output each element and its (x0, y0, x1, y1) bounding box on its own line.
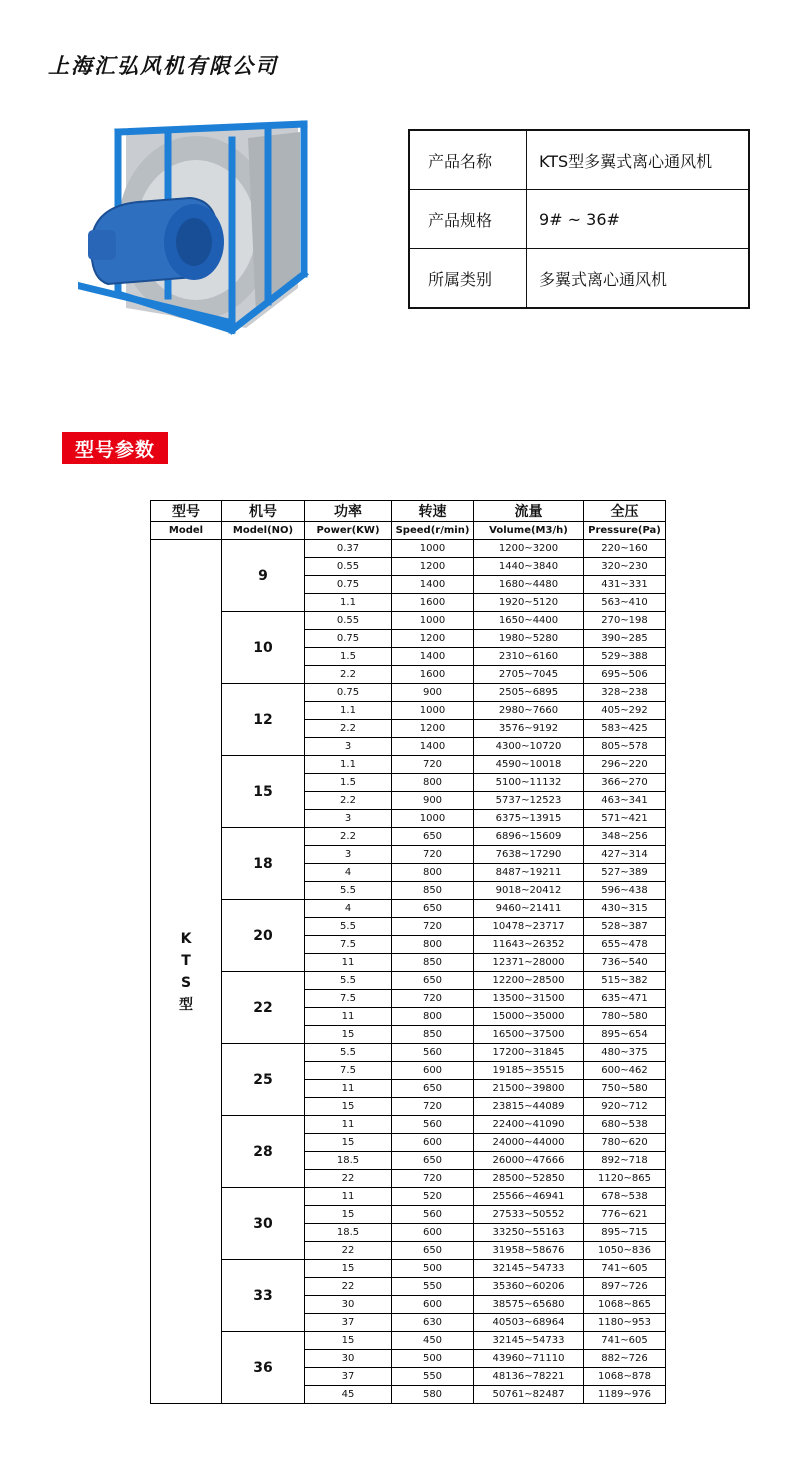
power-cell: 15 (305, 1098, 392, 1116)
power-cell: 3 (305, 810, 392, 828)
header-no-en: Model(NO) (222, 522, 305, 540)
power-cell: 18.5 (305, 1152, 392, 1170)
pressure-cell: 220~160 (584, 540, 666, 558)
pressure-cell: 741~605 (584, 1332, 666, 1350)
volume-cell: 11643~26352 (474, 936, 584, 954)
pressure-cell: 390~285 (584, 630, 666, 648)
pressure-cell: 463~341 (584, 792, 666, 810)
power-cell: 4 (305, 864, 392, 882)
power-cell: 2.2 (305, 792, 392, 810)
volume-cell: 15000~35000 (474, 1008, 584, 1026)
pressure-cell: 431~331 (584, 576, 666, 594)
pressure-cell: 527~389 (584, 864, 666, 882)
speed-cell: 600 (392, 1062, 474, 1080)
power-cell: 0.75 (305, 630, 392, 648)
machine-no-cell: 9 (222, 540, 305, 612)
power-cell: 15 (305, 1260, 392, 1278)
table-row (151, 972, 666, 990)
volume-cell: 4300~10720 (474, 738, 584, 756)
machine-no-cell: 28 (222, 1116, 305, 1188)
pressure-cell: 680~538 (584, 1116, 666, 1134)
speed-cell: 1400 (392, 648, 474, 666)
speed-cell: 600 (392, 1224, 474, 1242)
volume-cell: 1440~3840 (474, 558, 584, 576)
power-cell: 3 (305, 738, 392, 756)
pressure-cell: 1120~865 (584, 1170, 666, 1188)
speed-cell: 800 (392, 864, 474, 882)
header-speed-cn: 转速 (392, 501, 474, 522)
model-char: K (180, 930, 192, 947)
table-row (151, 1116, 666, 1134)
speed-cell: 1000 (392, 612, 474, 630)
volume-cell: 2310~6160 (474, 648, 584, 666)
header-volume-cn: 流量 (474, 501, 584, 522)
product-info-row (409, 249, 749, 309)
pressure-cell: 635~471 (584, 990, 666, 1008)
pressure-cell: 405~292 (584, 702, 666, 720)
machine-no-cell: 25 (222, 1044, 305, 1116)
volume-cell: 32145~54733 (474, 1260, 584, 1278)
pressure-cell: 695~506 (584, 666, 666, 684)
pressure-cell: 678~538 (584, 1188, 666, 1206)
speed-cell: 600 (392, 1134, 474, 1152)
header-row-cn (151, 501, 666, 522)
table-row (151, 900, 666, 918)
speed-cell: 550 (392, 1368, 474, 1386)
power-cell: 5.5 (305, 918, 392, 936)
volume-cell: 48136~78221 (474, 1368, 584, 1386)
power-cell: 2.2 (305, 720, 392, 738)
volume-cell: 10478~23717 (474, 918, 584, 936)
pressure-cell: 892~718 (584, 1152, 666, 1170)
power-cell: 1.1 (305, 594, 392, 612)
model-cell (151, 540, 222, 1404)
model-char: 型 (179, 996, 193, 1013)
pressure-cell: 655~478 (584, 936, 666, 954)
pressure-cell: 515~382 (584, 972, 666, 990)
spec-table-body (151, 540, 666, 1404)
pressure-cell: 320~230 (584, 558, 666, 576)
power-cell: 4 (305, 900, 392, 918)
power-cell: 15 (305, 1206, 392, 1224)
volume-cell: 12200~28500 (474, 972, 584, 990)
power-cell: 0.37 (305, 540, 392, 558)
power-cell: 5.5 (305, 882, 392, 900)
speed-cell: 560 (392, 1206, 474, 1224)
header-speed-en: Speed(r/min) (392, 522, 474, 540)
speed-cell: 720 (392, 918, 474, 936)
power-cell: 15 (305, 1026, 392, 1044)
pressure-cell: 780~620 (584, 1134, 666, 1152)
power-cell: 7.5 (305, 936, 392, 954)
pressure-cell: 1068~865 (584, 1296, 666, 1314)
speed-cell: 1000 (392, 810, 474, 828)
pressure-cell: 1180~953 (584, 1314, 666, 1332)
machine-no-cell: 15 (222, 756, 305, 828)
pressure-cell: 1189~976 (584, 1386, 666, 1404)
speed-cell: 650 (392, 972, 474, 990)
volume-cell: 2505~6895 (474, 684, 584, 702)
volume-cell: 50761~82487 (474, 1386, 584, 1404)
volume-cell: 33250~55163 (474, 1224, 584, 1242)
pressure-cell: 741~605 (584, 1260, 666, 1278)
pressure-cell: 427~314 (584, 846, 666, 864)
volume-cell: 27533~50552 (474, 1206, 584, 1224)
speed-cell: 800 (392, 774, 474, 792)
volume-cell: 23815~44089 (474, 1098, 584, 1116)
pressure-cell: 750~580 (584, 1080, 666, 1098)
power-cell: 0.75 (305, 684, 392, 702)
pressure-cell: 776~621 (584, 1206, 666, 1224)
header-pressure-cn: 全压 (584, 501, 666, 522)
header-model-en: Model (151, 522, 222, 540)
volume-cell: 5100~11132 (474, 774, 584, 792)
power-cell: 3 (305, 846, 392, 864)
machine-no-cell: 22 (222, 972, 305, 1044)
power-cell: 2.2 (305, 828, 392, 846)
power-cell: 18.5 (305, 1224, 392, 1242)
power-cell: 0.75 (305, 576, 392, 594)
power-cell: 45 (305, 1386, 392, 1404)
volume-cell: 9460~21411 (474, 900, 584, 918)
section-title: 型号参数 (62, 432, 168, 464)
volume-cell: 13500~31500 (474, 990, 584, 1008)
model-char: T (181, 952, 191, 969)
power-cell: 15 (305, 1332, 392, 1350)
speed-cell: 900 (392, 792, 474, 810)
speed-cell: 1200 (392, 558, 474, 576)
pressure-cell: 348~256 (584, 828, 666, 846)
speed-cell: 1200 (392, 720, 474, 738)
power-cell: 0.55 (305, 612, 392, 630)
volume-cell: 5737~12523 (474, 792, 584, 810)
pressure-cell: 571~421 (584, 810, 666, 828)
speed-cell: 720 (392, 846, 474, 864)
machine-no-cell: 30 (222, 1188, 305, 1260)
pressure-cell: 736~540 (584, 954, 666, 972)
product-info-key: 产品名称 (409, 130, 527, 190)
product-info-row (409, 130, 749, 190)
volume-cell: 2980~7660 (474, 702, 584, 720)
speed-cell: 1000 (392, 702, 474, 720)
volume-cell: 24000~44000 (474, 1134, 584, 1152)
speed-cell: 720 (392, 1098, 474, 1116)
power-cell: 1.5 (305, 648, 392, 666)
speed-cell: 560 (392, 1116, 474, 1134)
speed-cell: 1200 (392, 630, 474, 648)
volume-cell: 7638~17290 (474, 846, 584, 864)
volume-cell: 1680~4480 (474, 576, 584, 594)
volume-cell: 3576~9192 (474, 720, 584, 738)
product-info-table (408, 129, 750, 309)
volume-cell: 31958~58676 (474, 1242, 584, 1260)
power-cell: 5.5 (305, 1044, 392, 1062)
fan-product-image (78, 118, 320, 344)
volume-cell: 22400~41090 (474, 1116, 584, 1134)
power-cell: 37 (305, 1368, 392, 1386)
machine-no-cell: 33 (222, 1260, 305, 1332)
pressure-cell: 328~238 (584, 684, 666, 702)
machine-no-cell: 20 (222, 900, 305, 972)
speed-cell: 580 (392, 1386, 474, 1404)
company-name: 上海汇弘风机有限公司 (48, 53, 278, 78)
pressure-cell: 805~578 (584, 738, 666, 756)
table-row (151, 612, 666, 630)
product-info-value: 9# ~ 36# (527, 190, 750, 249)
power-cell: 11 (305, 1080, 392, 1098)
pressure-cell: 430~315 (584, 900, 666, 918)
pressure-cell: 563~410 (584, 594, 666, 612)
volume-cell: 17200~31845 (474, 1044, 584, 1062)
pressure-cell: 528~387 (584, 918, 666, 936)
speed-cell: 560 (392, 1044, 474, 1062)
speed-cell: 720 (392, 990, 474, 1008)
speed-cell: 850 (392, 1026, 474, 1044)
spec-table (150, 500, 666, 1404)
pressure-cell: 296~220 (584, 756, 666, 774)
pressure-cell: 583~425 (584, 720, 666, 738)
power-cell: 11 (305, 1188, 392, 1206)
speed-cell: 850 (392, 954, 474, 972)
volume-cell: 2705~7045 (474, 666, 584, 684)
product-info-key: 产品规格 (409, 190, 527, 249)
volume-cell: 1200~3200 (474, 540, 584, 558)
speed-cell: 450 (392, 1332, 474, 1350)
speed-cell: 500 (392, 1350, 474, 1368)
volume-cell: 1980~5280 (474, 630, 584, 648)
power-cell: 1.1 (305, 756, 392, 774)
speed-cell: 650 (392, 900, 474, 918)
table-row (151, 1260, 666, 1278)
header-pressure-en: Pressure(Pa) (584, 522, 666, 540)
speed-cell: 800 (392, 1008, 474, 1026)
speed-cell: 1400 (392, 738, 474, 756)
speed-cell: 1000 (392, 540, 474, 558)
power-cell: 22 (305, 1170, 392, 1188)
speed-cell: 1600 (392, 666, 474, 684)
speed-cell: 1400 (392, 576, 474, 594)
product-info-key: 所属类别 (409, 249, 527, 309)
model-char: S (180, 974, 192, 991)
table-row (151, 1188, 666, 1206)
machine-no-cell: 36 (222, 1332, 305, 1404)
speed-cell: 650 (392, 1152, 474, 1170)
table-row (151, 1044, 666, 1062)
pressure-cell: 600~462 (584, 1062, 666, 1080)
power-cell: 2.2 (305, 666, 392, 684)
speed-cell: 720 (392, 1170, 474, 1188)
volume-cell: 8487~19211 (474, 864, 584, 882)
volume-cell: 6375~13915 (474, 810, 584, 828)
volume-cell: 4590~10018 (474, 756, 584, 774)
header-volume-en: Volume(M3/h) (474, 522, 584, 540)
power-cell: 0.55 (305, 558, 392, 576)
pressure-cell: 480~375 (584, 1044, 666, 1062)
pressure-cell: 1068~878 (584, 1368, 666, 1386)
pressure-cell: 366~270 (584, 774, 666, 792)
speed-cell: 650 (392, 828, 474, 846)
power-cell: 7.5 (305, 1062, 392, 1080)
pressure-cell: 1050~836 (584, 1242, 666, 1260)
pressure-cell: 882~726 (584, 1350, 666, 1368)
table-row (151, 828, 666, 846)
speed-cell: 900 (392, 684, 474, 702)
pressure-cell: 270~198 (584, 612, 666, 630)
power-cell: 22 (305, 1242, 392, 1260)
product-info-value: KTS型多翼式离心通风机 (527, 130, 750, 190)
power-cell: 22 (305, 1278, 392, 1296)
product-info-row (409, 190, 749, 249)
pressure-cell: 596~438 (584, 882, 666, 900)
volume-cell: 25566~46941 (474, 1188, 584, 1206)
volume-cell: 12371~28000 (474, 954, 584, 972)
table-row (151, 684, 666, 702)
speed-cell: 630 (392, 1314, 474, 1332)
header-no-cn: 机号 (222, 501, 305, 522)
pressure-cell: 895~715 (584, 1224, 666, 1242)
speed-cell: 1600 (392, 594, 474, 612)
speed-cell: 720 (392, 756, 474, 774)
speed-cell: 650 (392, 1242, 474, 1260)
volume-cell: 1650~4400 (474, 612, 584, 630)
header-row-en (151, 522, 666, 540)
speed-cell: 600 (392, 1296, 474, 1314)
pressure-cell: 920~712 (584, 1098, 666, 1116)
machine-no-cell: 18 (222, 828, 305, 900)
speed-cell: 800 (392, 936, 474, 954)
power-cell: 37 (305, 1314, 392, 1332)
volume-cell: 6896~15609 (474, 828, 584, 846)
power-cell: 7.5 (305, 990, 392, 1008)
table-row (151, 1332, 666, 1350)
header-model-cn: 型号 (151, 501, 222, 522)
pressure-cell: 780~580 (584, 1008, 666, 1026)
volume-cell: 38575~65680 (474, 1296, 584, 1314)
speed-cell: 650 (392, 1080, 474, 1098)
table-row (151, 756, 666, 774)
power-cell: 11 (305, 954, 392, 972)
volume-cell: 21500~39800 (474, 1080, 584, 1098)
power-cell: 30 (305, 1296, 392, 1314)
volume-cell: 43960~71110 (474, 1350, 584, 1368)
machine-no-cell: 12 (222, 684, 305, 756)
speed-cell: 850 (392, 882, 474, 900)
pressure-cell: 529~388 (584, 648, 666, 666)
power-cell: 5.5 (305, 972, 392, 990)
pressure-cell: 895~654 (584, 1026, 666, 1044)
header-power-en: Power(KW) (305, 522, 392, 540)
machine-no-cell: 10 (222, 612, 305, 684)
power-cell: 11 (305, 1116, 392, 1134)
volume-cell: 28500~52850 (474, 1170, 584, 1188)
volume-cell: 9018~20412 (474, 882, 584, 900)
speed-cell: 550 (392, 1278, 474, 1296)
volume-cell: 40503~68964 (474, 1314, 584, 1332)
power-cell: 30 (305, 1350, 392, 1368)
table-row (151, 540, 666, 558)
pressure-cell: 897~726 (584, 1278, 666, 1296)
power-cell: 1.5 (305, 774, 392, 792)
volume-cell: 16500~37500 (474, 1026, 584, 1044)
volume-cell: 19185~35515 (474, 1062, 584, 1080)
volume-cell: 35360~60206 (474, 1278, 584, 1296)
volume-cell: 1920~5120 (474, 594, 584, 612)
power-cell: 1.1 (305, 702, 392, 720)
volume-cell: 32145~54733 (474, 1332, 584, 1350)
power-cell: 15 (305, 1134, 392, 1152)
speed-cell: 520 (392, 1188, 474, 1206)
product-info-value: 多翼式离心通风机 (527, 249, 750, 309)
header-power-cn: 功率 (305, 501, 392, 522)
volume-cell: 26000~47666 (474, 1152, 584, 1170)
speed-cell: 500 (392, 1260, 474, 1278)
power-cell: 11 (305, 1008, 392, 1026)
